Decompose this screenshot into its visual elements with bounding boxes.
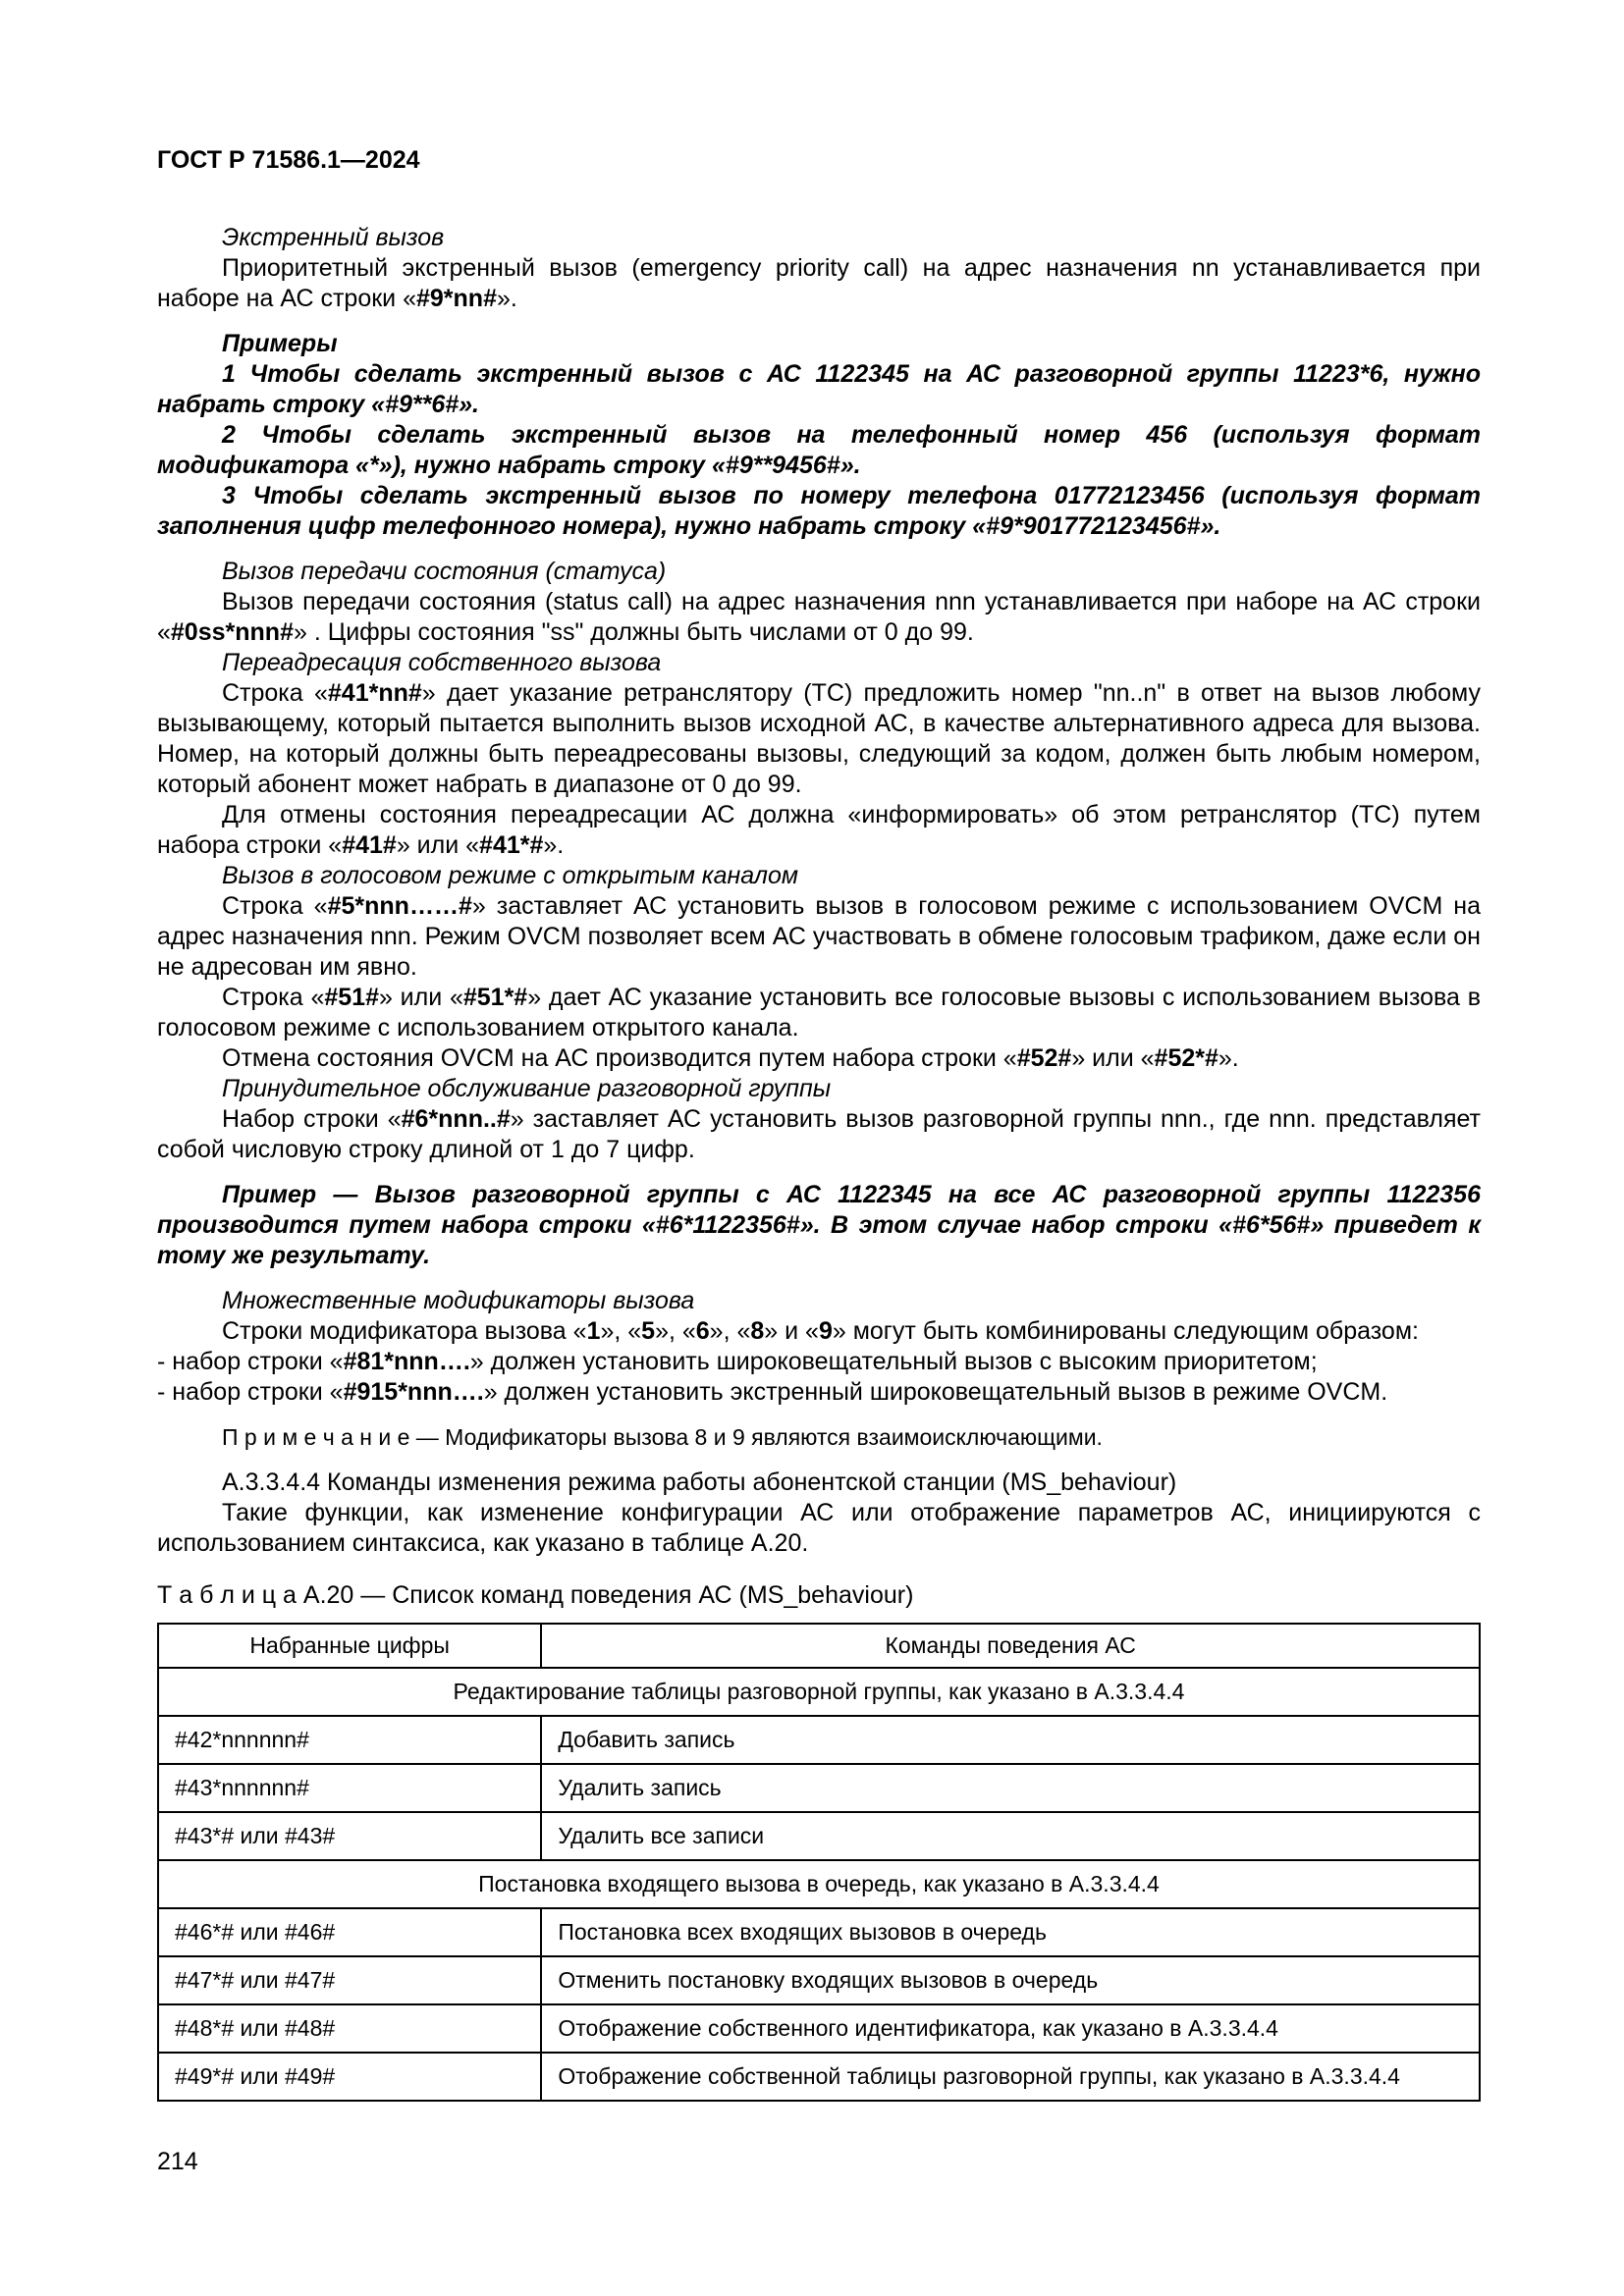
heading-examples: Примеры: [222, 330, 338, 357]
table-section-heading: Редактирование таблицы разговорной группы, как указано в А.3.3.4.4: [158, 1668, 1480, 1716]
table-row: [158, 1812, 1480, 1860]
cell-behaviour-command: Отменить постановку входящих вызовов в очередь: [541, 1956, 1480, 2004]
cell-behaviour-command: Добавить запись: [541, 1716, 1480, 1764]
paragraph: Строки модификатора вызова «1», «5», «6», «8» и «9» могут быть комбинированы следующим образом:: [222, 1317, 1419, 1345]
example-paragraph: Пример — Вызов разговорной группы с АС 1122345 на все АС разговорной группы 1122356 производится путем набора строки «#6*1122356#». В этом случае набор строки «#6*56#» приведет к тому же результату.: [157, 1181, 1481, 1269]
table-row: [158, 1764, 1480, 1812]
document-code-header: ГОСТ Р 71586.1—2024: [157, 146, 420, 174]
paragraph: Строка «#41*nn#» дает указание ретранслятору (ТС) предложить номер "nn..n" в ответ на вызов любому вызывающему, который пытается выполнить вызов исходной АС, в качестве альтернативного адреса для вызова. Номер, на который должны быть переадресованы вызовы, следующий за кодом, должен быть любым номером, который абонент может набрать в диапазоне от 0 до 99.: [157, 679, 1481, 798]
column-header-dialed-digits: Набранные цифры: [158, 1624, 541, 1668]
paragraph: Такие функции, как изменение конфигурации АС или отображение параметров АС, инициируются с использованием синтаксиса, как указано в таблице А.20.: [157, 1499, 1481, 1557]
cell-dialed-digits: #48*# или #48#: [158, 2004, 541, 2053]
table-row: [158, 2004, 1480, 2053]
paragraph: Для отмены состояния переадресации АС должна «информировать» об этом ретранслятор (ТС) путем набора строки «#41#» или «#41*#».: [157, 801, 1481, 859]
table-row: [158, 1716, 1480, 1764]
cell-behaviour-command: Удалить все записи: [541, 1812, 1480, 1860]
cell-dialed-digits: #49*# или #49#: [158, 2053, 541, 2101]
heading-ovcm-call: Вызов в голосовом режиме с открытым каналом: [222, 862, 799, 889]
table-row: [158, 1908, 1480, 1956]
column-header-behaviour-commands: Команды поведения АС: [541, 1624, 1480, 1668]
cell-dialed-digits: #43*nnnnnn#: [158, 1764, 541, 1812]
clause-heading: А.3.3.4.4 Команды изменения режима работы абонентской станции (MS_behaviour): [222, 1468, 1177, 1496]
cell-dialed-digits: #43*# или #43#: [158, 1812, 541, 1860]
note-paragraph: П р и м е ч а н и е — Модификаторы вызова 8 и 9 являются взаимоисключающими.: [222, 1424, 1103, 1450]
heading-call-forwarding: Переадресация собственного вызова: [222, 649, 662, 676]
paragraph: Отмена состояния OVCM на АС производится путем набора строки «#52#» или «#52*#».: [222, 1044, 1239, 1072]
cell-behaviour-command: Постановка всех входящих вызовов в очередь: [541, 1908, 1480, 1956]
paragraph: Приоритетный экстренный вызов (emergency priority call) на адрес назначения nn устанавливается при наборе на АС строки «#9*nn#».: [157, 254, 1481, 312]
table-caption: Т а б л и ц а А.20 — Список команд поведения АС (MS_behaviour): [157, 1581, 914, 1609]
table-section-row: [158, 1860, 1480, 1908]
paragraph: Набор строки «#6*nnn..#» заставляет АС установить вызов разговорной группы nnn., где nnn. представляет собой числовую строку длиной от 1 до 7 цифр.: [157, 1105, 1482, 1163]
cell-dialed-digits: #42*nnnnnn#: [158, 1716, 541, 1764]
heading-forced-talkgroup: Принудительное обслуживание разговорной группы: [222, 1075, 832, 1102]
example-paragraph: 1 Чтобы сделать экстренный вызов с АС 1122345 на АС разговорной группы 11223*6, нужно набрать строку «#9**6#».: [157, 360, 1481, 418]
table-section-row: [158, 1668, 1480, 1716]
cell-dialed-digits: #47*# или #47#: [158, 1956, 541, 2004]
table-section-heading: Постановка входящего вызова в очередь, как указано в А.3.3.4.4: [158, 1860, 1480, 1908]
ms-behaviour-commands-table: [157, 1623, 1481, 2102]
table-row: [158, 2053, 1480, 2101]
list-item: - набор строки «#81*nnn….» должен установить широковещательный вызов с высоким приоритетом;: [157, 1348, 1318, 1375]
heading-emergency-call: Экстренный вызов: [222, 224, 445, 251]
cell-dialed-digits: #46*# или #46#: [158, 1908, 541, 1956]
example-paragraph: 3 Чтобы сделать экстренный вызов по номеру телефона 01772123456 (используя формат заполнения цифр телефонного номера), нужно набрать строку «#9*901772123456#».: [157, 482, 1481, 540]
page-number: 214: [157, 2148, 198, 2175]
table-row: [158, 1956, 1480, 2004]
paragraph: Вызов передачи состояния (status call) на адрес назначения nnn устанавливается при наборе на АС строки «#0ss*nnn#» . Цифры состояния "ss" должны быть числами от 0 до 99.: [157, 588, 1481, 646]
cell-behaviour-command: Отображение собственного идентификатора, как указано в А.3.3.4.4: [541, 2004, 1480, 2053]
paragraph: Строка «#5*nnn……#» заставляет АС установить вызов в голосовом режиме с использованием OVCM на адрес назначения nnn. Режим OVCM позволяет всем АС участвовать в обмене голосовым трафиком, даже если он не адресован им явно.: [157, 892, 1481, 981]
document-content: [157, 223, 1481, 2102]
cell-behaviour-command: Удалить запись: [541, 1764, 1480, 1812]
table-header-row: [158, 1624, 1480, 1668]
paragraph: Строка «#51#» или «#51*#» дает АС указание установить все голосовые вызовы с использованием вызова в голосовом режиме с использованием открытого канала.: [157, 984, 1481, 1041]
heading-multiple-modifiers: Множественные модификаторы вызова: [222, 1287, 695, 1314]
heading-status-call: Вызов передачи состояния (статуса): [222, 558, 667, 585]
example-paragraph: 2 Чтобы сделать экстренный вызов на телефонный номер 456 (используя формат модификатора «*»), нужно набрать строку «#9**9456#».: [157, 421, 1481, 479]
cell-behaviour-command: Отображение собственной таблицы разговорной группы, как указано в А.3.3.4.4: [541, 2053, 1480, 2101]
list-item: - набор строки «#915*nnn….» должен установить экстренный широковещательный вызов в режиме OVCM.: [157, 1378, 1388, 1406]
